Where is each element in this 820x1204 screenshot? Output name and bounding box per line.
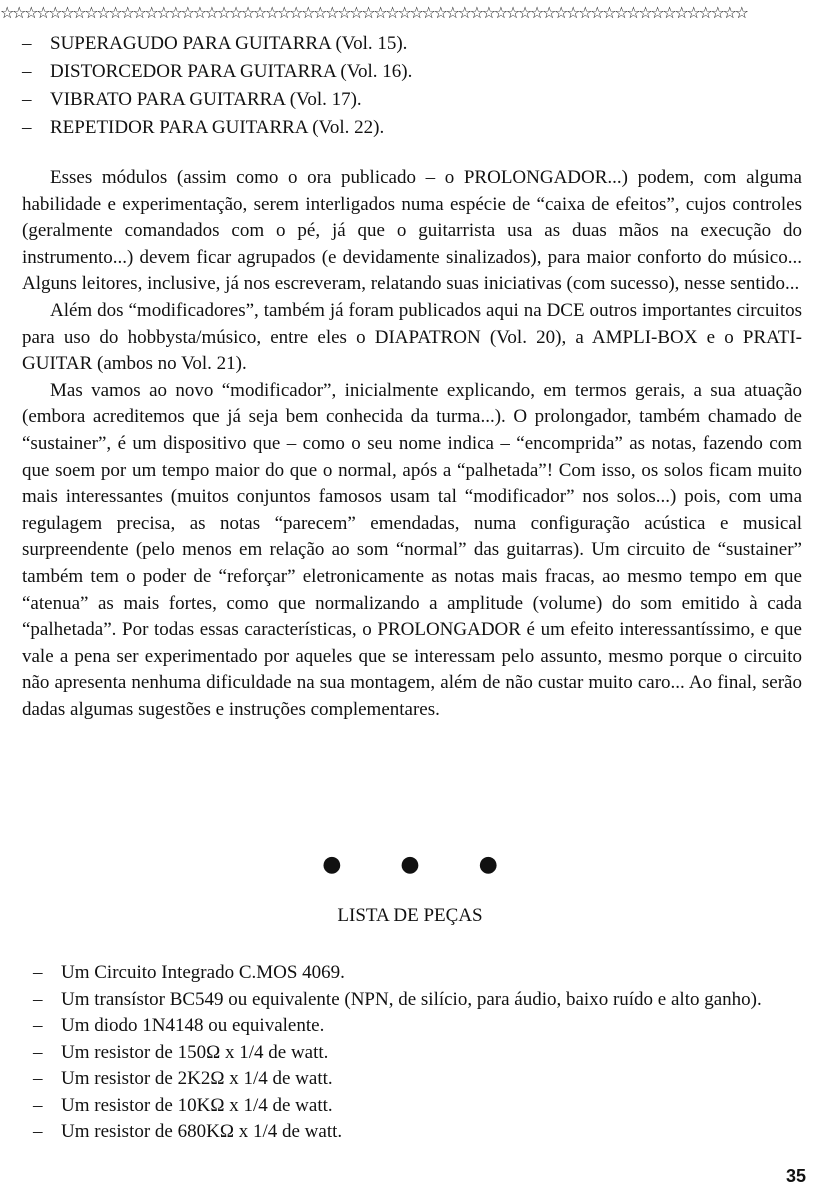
list-dash: – (22, 117, 32, 138)
list-item-text: Um resistor de 2K2Ω x 1/4 de watt. (61, 1068, 333, 1089)
list-dash: – (22, 89, 32, 110)
list-item-text: Um resistor de 680KΩ x 1/4 de watt. (61, 1121, 343, 1142)
list-item-text: VIBRATO PARA GUITARRA (Vol. 17). (50, 89, 362, 110)
bullet-icon: ● (478, 852, 498, 877)
list-item (22, 58, 802, 86)
list-item-text: Um diodo 1N4148 ou equivalente. (61, 1015, 325, 1036)
list-item-text: Um Circuito Integrado C.MOS 4069. (61, 962, 345, 983)
list-item-text: DISTORCEDOR PARA GUITARRA (Vol. 16). (50, 61, 413, 82)
list-item (22, 86, 802, 114)
body-text (22, 165, 802, 723)
list-dash: – (33, 988, 43, 1010)
list-item (33, 1093, 803, 1120)
parts-list (33, 960, 803, 1146)
list-dash: – (33, 1068, 43, 1089)
list-item (22, 114, 802, 142)
list-item-text: Um resistor de 10KΩ x 1/4 de watt. (61, 1094, 333, 1116)
list-dash: – (33, 1094, 43, 1116)
list-item (33, 960, 803, 987)
list-item (33, 1013, 803, 1040)
paragraph: Esses módulos (assim como o ora publicado – o PROLONGADOR...) podem, com alguma habilidade e experimentação, serem interligados numa espécie de “caixa de efeitos”, cujos controles (geralmente comandados com o pé, já que o guitarrista usa as duas mãos na execução do instrumento...) devem ficar agrupados (e devidamente sinalizados), para maior conforto do músico... Alguns leitores, inclusive, já nos escreveram, relatando suas iniciativas (com sucesso), nesse sentido... (22, 167, 802, 295)
list-item (22, 30, 802, 58)
paragraph: Mas vamos ao novo “modificador”, inicialmente explicando, em termos gerais, a sua atuação (embora acreditemos que já seja bem conhecida da turma...). O prolongador, também chamado de “sustainer”, é um dispositivo que – como o seu nome indica – “encomprida” as notas, fazendo com que soem por um tempo maior do que o normal, após a “palhetada”! Com isso, os solos ficam muito mais interessantes (muitos conjuntos famosos usam tal “modificador” nos solos...) pois, com uma regulagem precisa, as notas “parecem” emendadas, numa configuração acústica e musical surpreendente (pelo menos em relação ao som “normal” das guitarras). Um circuito de “sustainer” também tem o poder de “reforçar” eletronicamente as notas mais fracas, ao mesmo tempo em que “atenua” as mais fortes, como que normalizando a amplitude (volume) do som emitido à cada “palhetada”. Por todas essas características, o PROLONGADOR é um efeito interessantíssimo, e que vale a pena ser experimentado por aqueles que se interessam pelo assunto, mesmo porque o circuito não apresenta nenhuma dificuldade na sua montagem, além de não custar muito caro... Ao final, serão dadas algumas sugestões e instruções complementares. (22, 379, 802, 720)
bullet-icon: ● (400, 852, 420, 877)
bullet-icon: ● (322, 852, 342, 877)
list-dash: – (33, 962, 43, 983)
list-item (33, 1119, 803, 1146)
list-dash: – (33, 1121, 43, 1142)
previous-modules-list (22, 30, 802, 142)
list-item-text: Um resistor de 150Ω x 1/4 de watt. (61, 1041, 329, 1063)
list-item (33, 1040, 803, 1067)
list-dash: – (22, 33, 32, 54)
list-item-text: REPETIDOR PARA GUITARRA (Vol. 22). (50, 117, 385, 138)
section-title: LISTA DE PEÇAS (337, 905, 483, 926)
list-item-text: Um transístor BC549 ou equivalente (NPN, de silício, para áudio, baixo ruído e alto ganho). (61, 988, 762, 1010)
list-item-text: SUPERAGUDO PARA GUITARRA (Vol. 15). (50, 33, 408, 54)
list-dash: – (33, 1041, 43, 1063)
page-number: 35 (785, 1166, 806, 1186)
section-separator (0, 852, 820, 877)
list-item (33, 1066, 803, 1093)
star-border: ☆☆☆☆☆☆☆☆☆☆☆☆☆☆☆☆☆☆☆☆☆☆☆☆☆☆☆☆☆☆☆☆☆☆☆☆☆☆☆☆☆☆☆☆☆☆☆☆☆☆☆☆☆☆☆☆☆☆☆☆☆☆ (0, 3, 747, 22)
list-item (33, 987, 803, 1014)
list-dash: – (33, 1015, 43, 1036)
paragraph: Além dos “modificadores”, também já foram publicados aqui na DCE outros importantes circuitos para uso do hobbysta/músico, entre eles o DIAPATRON (Vol. 20), a AMPLI-BOX e o PRATI-GUITAR (ambos no Vol. 21). (22, 299, 802, 375)
list-dash: – (22, 61, 32, 82)
